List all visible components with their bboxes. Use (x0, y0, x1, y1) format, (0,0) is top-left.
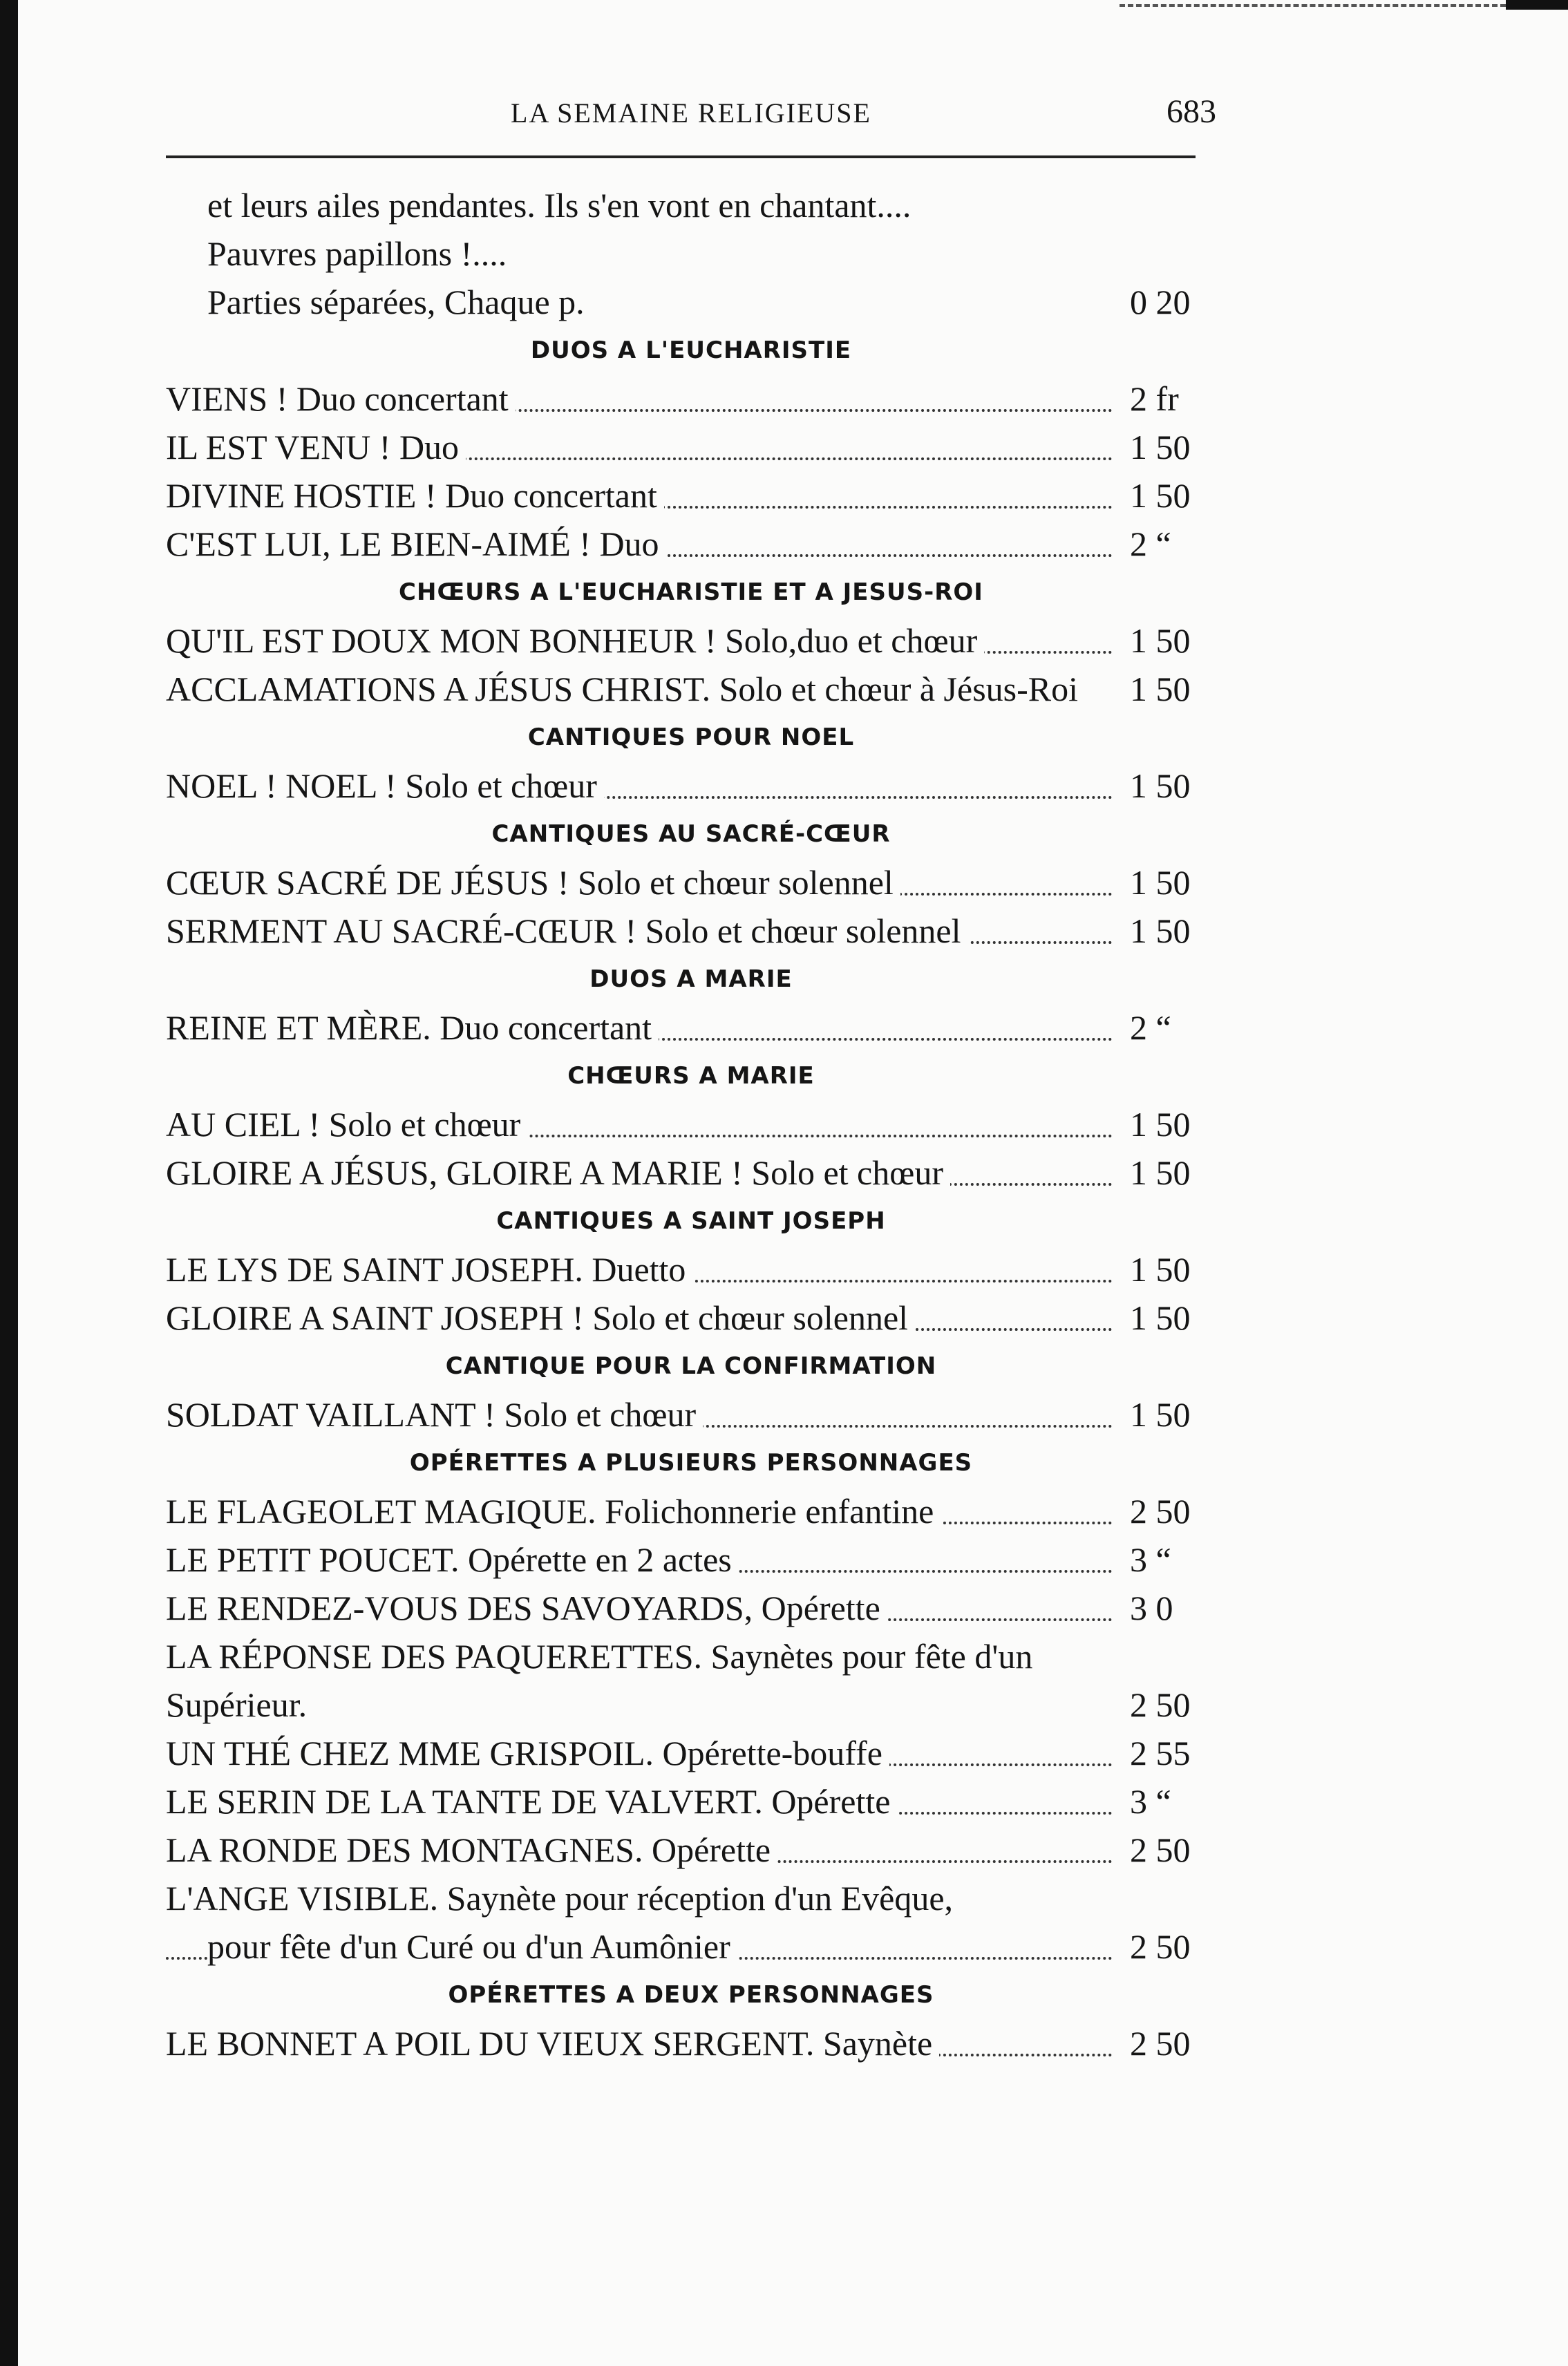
entry-price: 3 0 (1120, 1584, 1216, 1632)
catalog-entry (166, 1003, 1216, 1052)
entry-title: QU'IL EST DOUX MON BONHEUR ! Solo,duo et chœur (166, 621, 984, 660)
entry-title: SERMENT AU SACRÉ-CŒUR ! Solo et chœur solennel (166, 911, 968, 950)
entry-title: IL EST VENU ! Duo (166, 428, 466, 466)
entry-price: 1 50 (1120, 471, 1216, 520)
section-heading: CANTIQUES AU SACRÉ-CŒUR (491, 820, 891, 848)
entry-price: 1 50 (1120, 1245, 1216, 1294)
catalog-entry (166, 1294, 1216, 1342)
text-line (166, 1681, 1216, 1729)
scan-edge-line (1120, 4, 1506, 7)
entry-price: 2 50 (1120, 1826, 1216, 1874)
text-line (166, 229, 1216, 278)
catalog-entry (166, 1729, 1216, 1777)
entry-price: 2 “ (1120, 520, 1216, 568)
catalog-entry (166, 471, 1216, 520)
entry-title: LE RENDEZ-VOUS DES SAVOYARDS, Opérette (166, 1589, 887, 1627)
entry-price: 1 50 (1120, 423, 1216, 471)
entry-price: 2 50 (1120, 2019, 1216, 2067)
entry-price: 1 50 (1120, 858, 1216, 907)
catalog-entry (166, 520, 1216, 568)
text-line (166, 1632, 1216, 1681)
entry-title: LA RÉPONSE DES PAQUERETTES. Saynètes pour fête d'un (166, 1637, 1033, 1676)
entry-title: GLOIRE A JÉSUS, GLOIRE A MARIE ! Solo et chœur (166, 1153, 950, 1192)
catalog-entry (166, 1826, 1216, 1874)
catalog-entry (166, 375, 1216, 423)
entry-title: ACCLAMATIONS A JÉSUS CHRIST. Solo et chœur à Jésus-Roi (166, 670, 1078, 708)
entry-price: 1 50 (1130, 670, 1191, 708)
entry-title: NOEL ! NOEL ! Solo et chœur (166, 766, 604, 805)
entry-title: CŒUR SACRÉ DE JÉSUS ! Solo et chœur solennel (166, 863, 900, 902)
entry-title: REINE ET MÈRE. Duo concertant (166, 1008, 659, 1047)
scan-corner-mark (1506, 0, 1568, 10)
catalog-entry (166, 1148, 1216, 1197)
text-line (166, 181, 1216, 229)
entry-title: pour fête d'un Curé ou d'un Aumônier (207, 1927, 737, 1966)
entry-price: 1 50 (1120, 1148, 1216, 1197)
text-line (166, 278, 1216, 326)
section-heading: OPÉRETTES A DEUX PERSONNAGES (448, 1981, 934, 2009)
entry-title: LE SERIN DE LA TANTE DE VALVERT. Opérette (166, 1782, 897, 1821)
entry-price: 1 50 (1120, 1100, 1216, 1148)
entry-price: 2 50 (1130, 1685, 1191, 1724)
catalog-entry (166, 1100, 1216, 1148)
catalog-list (166, 181, 1216, 2067)
entry-price: 2 50 (1120, 1487, 1216, 1535)
catalog-entry (166, 1390, 1216, 1439)
page-number: 683 (1166, 93, 1216, 130)
catalog-entry (166, 1777, 1216, 1826)
entry-price: 2 “ (1120, 1003, 1216, 1052)
running-title: LA SEMAINE RELIGIEUSE (511, 97, 871, 129)
entry-price: 1 50 (1120, 616, 1216, 665)
entry-title: LE PETIT POUCET. Opérette en 2 actes (166, 1540, 739, 1579)
catalog-entry (166, 1584, 1216, 1632)
section-heading: CANTIQUES POUR NOEL (527, 723, 855, 751)
entry-title: L'ANGE VISIBLE. Saynète pour réception d'un Evêque, (166, 1879, 954, 1918)
entry-title: UN THÉ CHEZ MME GRISPOIL. Opérette-bouffe (166, 1734, 889, 1772)
entry-title: LE BONNET A POIL DU VIEUX SERGENT. Saynète (166, 2024, 939, 2063)
section-heading: DUOS A L'EUCHARISTIE (530, 337, 852, 364)
text-line (166, 1874, 1216, 1922)
section-heading: CANTIQUES A SAINT JOSEPH (496, 1207, 886, 1235)
entry-price: 2 50 (1120, 1922, 1216, 1971)
entry-price: 3 “ (1120, 1535, 1216, 1584)
catalog-entry (166, 2019, 1216, 2067)
page-header (166, 90, 1216, 138)
entry-title: Parties séparées, Chaque p. (207, 283, 585, 321)
entry-price: 0 20 (1130, 283, 1191, 321)
entry-price: 2 55 (1120, 1729, 1216, 1777)
entry-price: 3 “ (1120, 1777, 1216, 1826)
entry-title: C'EST LUI, LE BIEN-AIMÉ ! Duo (166, 524, 666, 563)
entry-price: 1 50 (1120, 761, 1216, 810)
catalog-entry (166, 858, 1216, 907)
section-heading: CHŒURS A MARIE (567, 1062, 815, 1090)
catalog-entry (166, 1245, 1216, 1294)
entry-title: et leurs ailes pendantes. Ils s'en vont en chantant.... (207, 186, 911, 225)
catalog-entry (166, 1535, 1216, 1584)
catalog-entry (166, 761, 1216, 810)
entry-title: LA RONDE DES MONTAGNES. Opérette (166, 1830, 777, 1869)
catalog-entry (166, 616, 1216, 665)
entry-title: LE FLAGEOLET MAGIQUE. Folichonnerie enfantine (166, 1492, 941, 1531)
entry-price: 1 50 (1120, 907, 1216, 955)
entry-price: 2 fr (1120, 375, 1216, 423)
entry-title: LE LYS DE SAINT JOSEPH. Duetto (166, 1250, 692, 1289)
book-binding-edge (0, 0, 18, 2366)
entry-price: 1 50 (1120, 1390, 1216, 1439)
catalog-entry (166, 423, 1216, 471)
section-heading: OPÉRETTES A PLUSIEURS PERSONNAGES (409, 1449, 973, 1477)
entry-title: Pauvres papillons !.... (207, 234, 507, 273)
entry-price: 1 50 (1120, 1294, 1216, 1342)
section-heading: CANTIQUE POUR LA CONFIRMATION (445, 1352, 937, 1380)
entry-title: Supérieur. (166, 1685, 308, 1724)
entry-title: DIVINE HOSTIE ! Duo concertant (166, 476, 664, 515)
header-rule (166, 155, 1196, 158)
text-line (166, 665, 1216, 713)
catalog-entry (166, 907, 1216, 955)
section-heading: DUOS A MARIE (589, 965, 793, 993)
section-heading: CHŒURS A L'EUCHARISTIE ET A JESUS-ROI (399, 578, 983, 606)
entry-title: AU CIEL ! Solo et chœur (166, 1105, 527, 1144)
entry-title: VIENS ! Duo concertant (166, 379, 516, 418)
entry-title: GLOIRE A SAINT JOSEPH ! Solo et chœur solennel (166, 1298, 915, 1337)
entry-title: SOLDAT VAILLANT ! Solo et chœur (166, 1395, 703, 1434)
catalog-entry (166, 1487, 1216, 1535)
catalog-entry (166, 1922, 1216, 1971)
